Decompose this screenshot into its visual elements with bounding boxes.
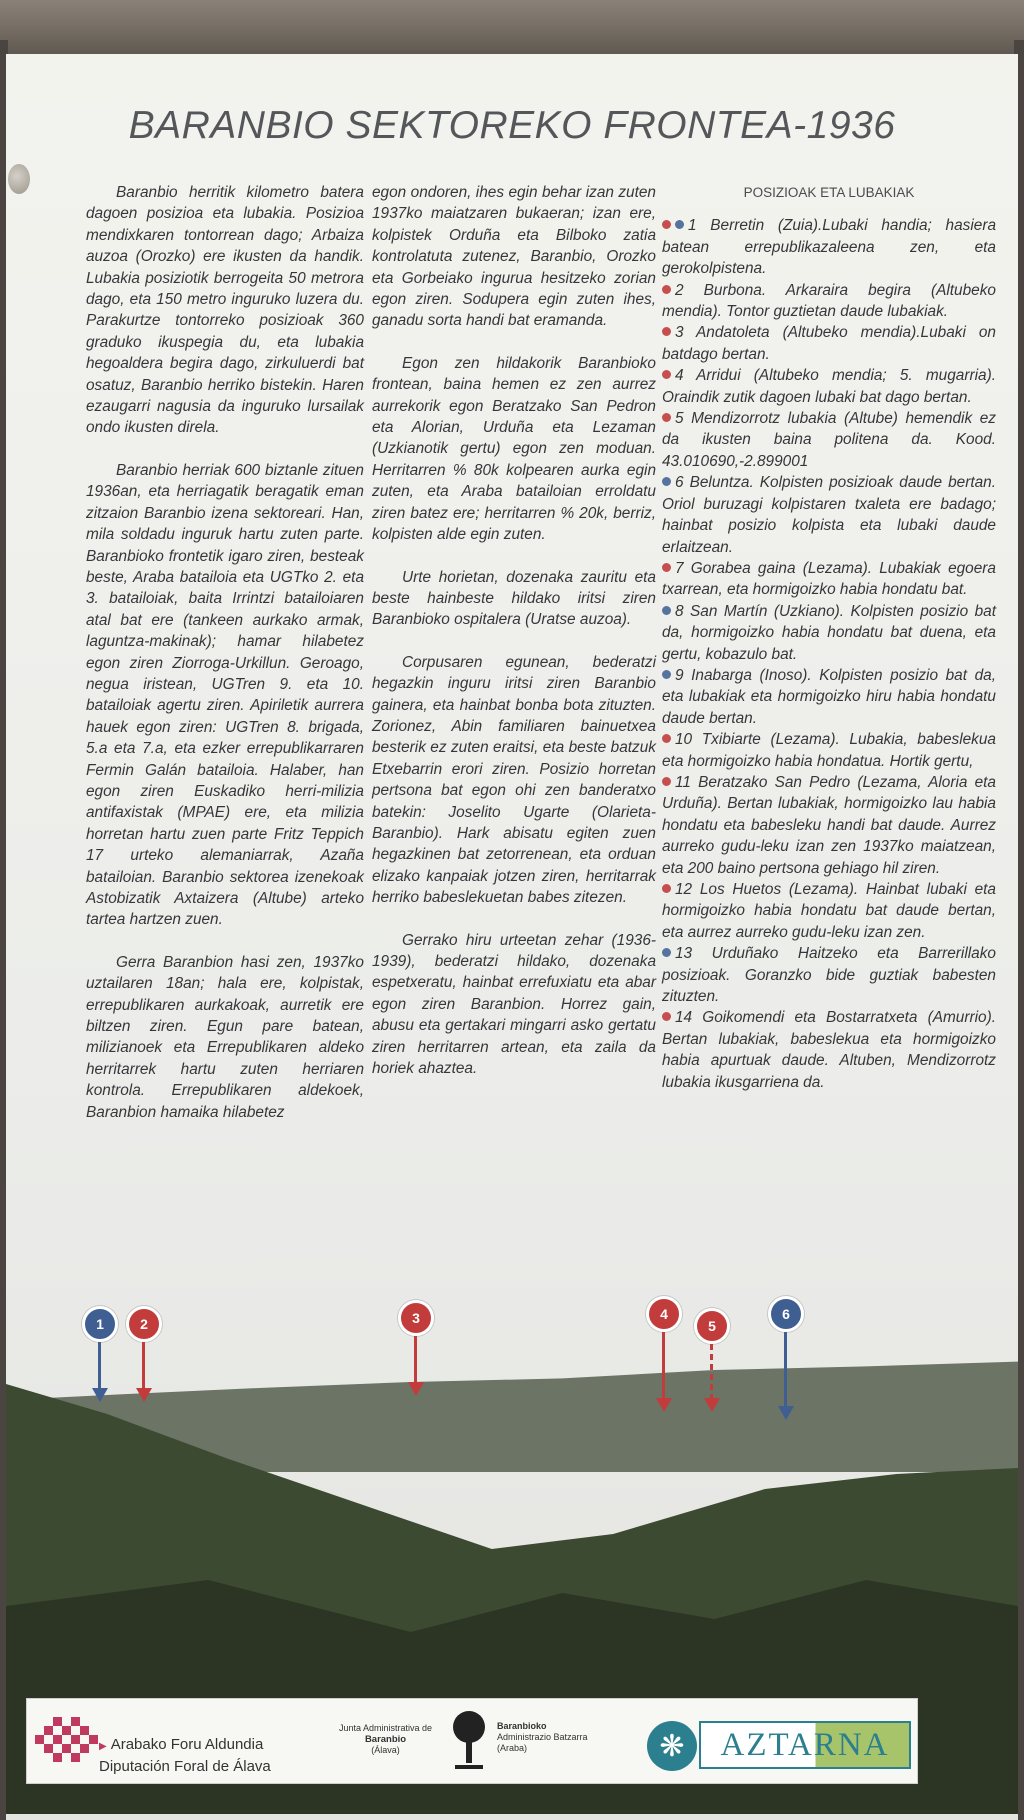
- panel-title: BARANBIO SEKTOREKO FRONTEA-1936: [128, 104, 896, 147]
- screw-head: [8, 164, 30, 194]
- position-item-text: 1 Berretin (Zuia).Lubaki handia; hasiera batean errepublikazaleena zen, eta gerokolpistena.: [662, 217, 996, 278]
- marker-number: 3: [398, 1300, 434, 1336]
- diputacion-name: [99, 1735, 271, 1777]
- tree-emblem-icon: [447, 1709, 491, 1773]
- info-panel: [6, 54, 1018, 1820]
- position-item-text: 4 Arridui (Altubeko mendia; 5. mugarria). Oraindik zutik dagoen lubaki bat dago bertan.: [662, 367, 996, 406]
- red-dot-icon: [662, 413, 671, 422]
- sponsor-footer: [26, 1698, 918, 1784]
- junta-line: Baranbio: [364, 1734, 407, 1745]
- batzarra-label: [497, 1721, 588, 1754]
- position-marker-6: [768, 1296, 804, 1420]
- position-item-text: 11 Beratzako San Pedro (Lezama, Aloria eta Urduña). Bertan lubakiak, hormigoizko lau habia hondatu eta babesleku handi bat daude. Aurrez aurreko gudu-leku izan zen 1937ko maiatzean, eta 200 baino pertsona gehiago hil ziren.: [662, 773, 996, 877]
- diputacion-logo: [35, 1717, 99, 1765]
- red-dot-icon: [662, 370, 671, 379]
- marker-number: 1: [82, 1306, 118, 1342]
- marker-stem: [98, 1342, 101, 1388]
- position-item: [662, 558, 996, 601]
- arrow-down-icon: [778, 1406, 794, 1420]
- batzarra-line: Administrazio Batzarra: [497, 1732, 588, 1742]
- position-item: [662, 365, 996, 408]
- position-item-text: 14 Goikomendi eta Bostarratxeta (Amurrio). Bertan lubakiak, babeslekua eta hormigoizko habia apurtuak daude. Altuben, Mendizorrotz lubakia ikusgarriena da.: [662, 1009, 996, 1091]
- text-column-2: [372, 182, 656, 1100]
- arrow-down-icon: [408, 1382, 424, 1396]
- junta-label: [339, 1723, 432, 1756]
- marker-stem: [414, 1336, 417, 1382]
- position-item-text: 13 Urduñako Haitzeko eta Barrerillako posizioak. Goranzko bide guztiak babesten zituzten.: [662, 945, 996, 1006]
- arrow-down-icon: [656, 1398, 672, 1412]
- blue-dot-icon: [662, 948, 671, 957]
- red-dot-icon: [662, 563, 671, 572]
- blue-dot-icon: [662, 670, 671, 679]
- marker-stem: [662, 1332, 665, 1398]
- diputacion-name-es: Diputación Foral de Álava: [99, 1758, 271, 1775]
- diputacion-name-eu: Arabako Foru Aldundia: [110, 1736, 264, 1753]
- paragraph: Gerrako hiru urteetan zehar (1936-1939), bederatzi hildako, dozenaka espetxeratu, hainbat errefuxiatu eta abar egon ziren Baranbion. Horrez gain, abusu eta gertakari mingarri asko gertatu ziren herritarren artean, eta zaila da horiek ahaztea.: [372, 931, 656, 1078]
- position-item-text: 5 Mendizorrotz lubakia (Altube) hemendik ez da ikusten baina politena da. Kood. 43.010690,-2.899001: [662, 410, 996, 470]
- red-dot-icon: [662, 777, 671, 786]
- blue-dot-icon: [662, 477, 671, 486]
- position-marker-1: [82, 1306, 118, 1402]
- marker-number: 4: [646, 1296, 682, 1332]
- marker-number: 2: [126, 1306, 162, 1342]
- marker-number: 6: [768, 1296, 804, 1332]
- position-item-text: 6 Beluntza. Kolpisten posizioak daude bertan. Oriol buruzagi kolpistaren txaleta ere badago; hainbat posizio kolpista eta lubaki daude erlaitzean.: [662, 474, 996, 556]
- marker-stem: [784, 1332, 787, 1406]
- junta-line: Junta Administrativa de: [339, 1723, 433, 1733]
- wooden-frame-top: [0, 0, 1024, 58]
- batzarra-line: (Araba): [497, 1743, 528, 1753]
- positions-list: [662, 182, 996, 1093]
- position-item: [662, 601, 996, 665]
- position-item-text: 2 Burbona. Arkaraira begira (Altubeko mendia). Tontor guztietan daude lubakiak.: [662, 281, 996, 321]
- position-marker-5: [694, 1308, 730, 1412]
- arrow-icon: ▶: [99, 1741, 107, 1752]
- position-item-text: 9 Inabarga (Inoso). Kolpisten posizio bat da, eta lubakiak eta hormigoizko hiru habia hondatu daude bertan.: [662, 666, 996, 727]
- position-item: [662, 943, 996, 1007]
- position-item: [662, 729, 996, 772]
- position-item: [662, 1007, 996, 1093]
- position-item-text: 3 Andatoleta (Altubeko mendia).Lubaki on batdago bertan.: [662, 324, 996, 363]
- aztarna-logo: AZTARNA: [699, 1721, 911, 1769]
- position-item: [662, 665, 996, 729]
- red-dot-icon: [662, 884, 671, 893]
- marker-stem: [142, 1342, 145, 1388]
- position-item-text: 8 San Martín (Uzkiano). Kolpisten posizio bat da, hormigoizko habia hondatu bat duena, eta gertu, kobazulo bat.: [662, 602, 996, 663]
- red-dot-icon: [662, 1012, 671, 1021]
- position-item: [662, 472, 996, 558]
- arrow-down-icon: [92, 1388, 108, 1402]
- position-marker-4: [646, 1296, 682, 1412]
- paragraph: Corpusaren egunean, bederatzi hegazkin inguru iritsi ziren Baranbio gainera, eta hainbat bonba bota zituzten. Zorionez, Abin familiaren bainuetxea besterik ez zuten eraitsi, eta beste batzuk Etxebarrin erori ziren. Posizio horretan pertsona bat egon ohi zen banderatxo batekin: Joselito Ugarte (Olarieta-Baranbio). Hark abisatu egiten zuen hegazkinen bat zetorrenean, eta orduan elizako kanpaiak jotzen ziren, herritarrak herriko babeslekuetan babes zitezen.: [372, 653, 656, 907]
- marker-number: 5: [694, 1308, 730, 1344]
- position-marker-2: [126, 1306, 162, 1402]
- position-item-text: 12 Los Huetos (Lezama). Hainbat lubaki eta hormigoizko habia hondatu bat daude bertan, eta aurrez aurreko gudu-leku izan zen.: [662, 881, 996, 941]
- lauburu-icon: ❋: [647, 1721, 697, 1771]
- paragraph: Baranbio herritik kilometro batera dagoen posizioa eta lubakia. Posizioa mendixkaren tontorrean dago; Arbaiza auzoa (Orozko) ere ikusten da handik. Lubakia posiziotik berrogeita 50 metrora dago, eta 150 metro inguruko luzera du. Parakurtze tontorreko posizioak 360 graduko ikuspegia du, eta lubakia hegoaldera begira dago, zirkuluerdi bat osatuz, Baranbio herriko bistekin. Haren ezaugarri nagusia da inguruko lursailak ondo ikusten direla.: [86, 184, 364, 437]
- position-markers: [6, 1234, 1018, 1404]
- paragraph: egon ondoren, ihes egin behar izan zuten 1937ko maiatzaren bukaeran; izan ere, kolpistek Orduña eta Bilboko zatia kontrolatuta zutenez, Baranbio, Orozko eta Gorbeiako ingurua hesitzeko zorian egon ziren. Sodupera egin zuten ihes, ganadu sorta handi bat eramanda.: [372, 184, 656, 330]
- red-dot-icon: [662, 327, 671, 336]
- position-item: [662, 772, 996, 879]
- paragraph: Gerra Baranbion hasi zen, 1937ko uztailaren 18an; hala ere, kolpistak, errepublikaren aurkakoak, aurretik ere biltzen ziren. Egun pare batean, milizianoek eta Errepublikaren aldeko herritarrek hartu zuten herriaren kontrola. Errepublikaren aldekoek, Baranbion hamaika hilabetez: [86, 953, 364, 1121]
- position-item: [662, 215, 996, 279]
- position-item: [662, 879, 996, 943]
- paragraph: Baranbio herriak 600 biztanle zituen 1936an, eta herriagatik beragatik eman zitzaion Baranbio izena sektoreari. Han, mila soldadu inguruk hartu zuten parte. Baranbioko frontetik igaro ziren, besteak beste, Araba batailoia eta UGTko 2. eta 3. batailoiak, baita Irrintzi batailoiaren atal bat ere (tankeen aurkako armak, laguntza-makinak); hamar hilabetez egon ziren Ziorroga-Urkillun. Geroago, negua iristean, UGTren 9. eta 10. batailoiak agertu ziren. Apiriletik aurrera hauek egon ziren: UGTren 8. brigada, 5.a eta 7.a, eta ezker errepublikarraren Fermin Galán batailoia. Halaber, han egon ziren Euskadiko herri-milizia antifaxistak (MPAE) ere, eta milizia horretan hartu zuen parte Fritz Teppich 17 urteko alemaniarrak, Azaña batailoian. Baranbio sektorea izenekoak Astobizatik Axtaizera (Altube) arteko tartea hartzen zuen.: [86, 461, 364, 929]
- positions-header: POSIZIOAK ETA LUBAKIAK: [743, 185, 915, 200]
- red-dot-icon: [662, 285, 671, 294]
- position-marker-3: [398, 1300, 434, 1396]
- batzarra-line: Baranbioko: [497, 1721, 547, 1731]
- red-dot-icon: [662, 220, 671, 229]
- arrow-down-icon: [704, 1398, 720, 1412]
- red-dot-icon: [662, 734, 671, 743]
- junta-line: (Álava): [371, 1745, 400, 1755]
- position-item: [662, 280, 996, 323]
- text-column-1: [86, 182, 364, 1144]
- position-item-text: 7 Gorabea gaina (Lezama). Lubakiak egoera txarrean, eta hormigoizko habia hondatu bat.: [662, 559, 996, 599]
- position-item: [662, 322, 996, 365]
- marker-stem: [710, 1344, 713, 1398]
- paragraph: Egon zen hildakorik Baranbioko frontean, baina hemen ez zen aurrez aurrekorik egon Beratzako San Pedron eta Alorian, Urduña eta Lezaman (Uzkianotik gertu) egon zen moduan. Herritarren % 80k kolpearen aurka egin zuten, eta Araba batailoian erroldatu ziren batez ere; herritarren % 20k, berriz, kolpisten alde egin zuten.: [372, 354, 656, 544]
- arrow-down-icon: [136, 1388, 152, 1402]
- blue-dot-icon: [662, 606, 671, 615]
- paragraph: Urte horietan, dozenaka zauritu eta beste hainbeste hildako iritsi ziren Baranbioko ospitalera (Uratse auzoa).: [372, 568, 656, 629]
- position-item: [662, 408, 996, 472]
- blue-dot-icon: [675, 220, 684, 229]
- position-item-text: 10 Txibiarte (Lezama). Lubakia, babeslekua eta hormigoizko habia hondatua. Hortik gertu,: [662, 731, 996, 770]
